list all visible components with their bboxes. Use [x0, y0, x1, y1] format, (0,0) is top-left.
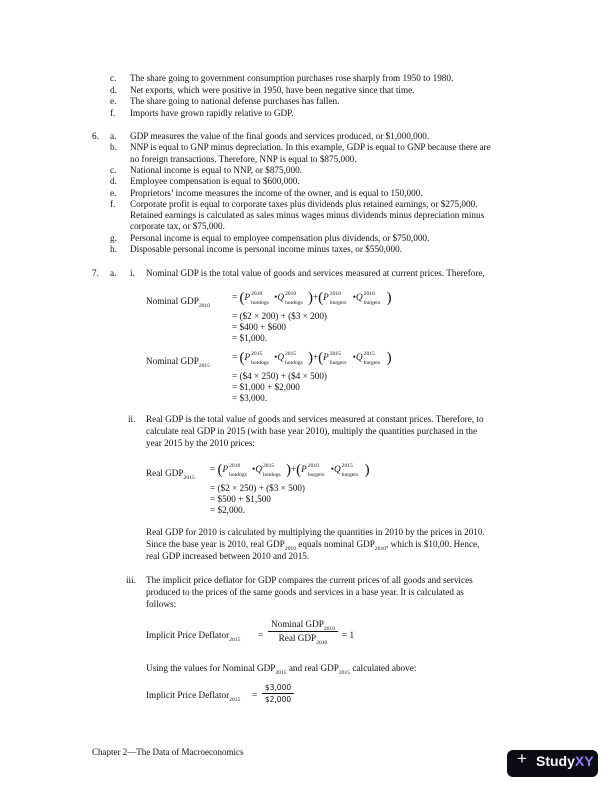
formula-part: Q: [255, 464, 262, 475]
formula-part: =: [232, 292, 238, 303]
equation-step: = $400 + $600: [232, 322, 287, 332]
badge-text: StudyXY: [536, 753, 594, 769]
formula-part: (: [318, 290, 324, 307]
q6-item-text: corporate tax, or $75,000.: [130, 221, 225, 232]
using-values-line: Using the values for Nominal $GDP_{2015}$ and real $GDP_{2015}$ calculated above:: [146, 663, 417, 676]
formula-part: 2010 hotdogs: [284, 291, 303, 306]
equation-step: = $2,000.: [210, 505, 246, 515]
formula-part: •: [352, 292, 356, 303]
q7-i-label: i.: [130, 268, 135, 278]
q5-item-label: e.: [110, 96, 117, 107]
plus-icon: +: [517, 749, 527, 768]
formula-part: P: [323, 292, 329, 303]
formula-part: •: [274, 292, 278, 303]
formula-part: P: [244, 352, 251, 363]
formula-part: 2010 hotdogs: [251, 291, 269, 306]
q6-item-label: h.: [110, 244, 117, 254]
q6-number: 6.: [92, 131, 99, 141]
deflator-eq-tail: = 1: [342, 630, 355, 640]
q6-item-label: b.: [110, 142, 117, 153]
formula-part: Q: [356, 352, 363, 363]
formula-part: 2015 burgers: [341, 463, 359, 478]
formula-part: ): [386, 290, 392, 307]
formula-part: Q: [277, 352, 284, 363]
deflator2-fraction: $3,000 $2,000: [262, 683, 294, 704]
formula-part: •: [252, 464, 256, 475]
formula-part: =: [232, 352, 238, 363]
equation-step: = ($2 × 250) + ($3 × 500): [210, 483, 305, 493]
formula-part: +: [290, 464, 297, 475]
formula-part: 2010 burgers: [307, 463, 325, 478]
q7-ii-para-line1: Real GDP for 2010 is calculated by multiplying the quantities in 2010 by the prices in 2010.: [146, 527, 485, 537]
formula-part: •: [352, 352, 356, 363]
eq1-formula: [232, 291, 392, 305]
formula-part: ): [307, 350, 313, 367]
q5-item-text: Imports have grown rapidly relative to GDP.: [130, 108, 294, 119]
q6-item-label: g.: [110, 232, 117, 243]
formula-part: +: [312, 292, 319, 303]
formula-part: 2015 burgers: [363, 351, 381, 366]
formula-part: 2015 hotdogs: [284, 351, 303, 366]
q7-number: 7.: [92, 268, 99, 278]
formula-part: 2015 burgers: [329, 351, 347, 366]
deflator-lhs: Implicit Price Deflator$_{2015}$: [146, 630, 241, 643]
eq2-formula: [232, 351, 392, 365]
paragraph-line: follows:: [146, 599, 177, 609]
formula-part: 2015 hotdogs: [251, 351, 269, 366]
paragraph-line: Real GDP is the total value of goods and services measured at constant prices. Therefore, to: [146, 414, 484, 424]
deflator2-eq-sign: =: [252, 690, 258, 700]
q6-item-text: Proprietors’ income measures the income of the owner, and is equal to 150,000.: [130, 187, 423, 198]
q7-i-intro: Nominal GDP is the total value of goods and services measured at current prices. Therefore,: [146, 268, 485, 278]
q6-item-text: no foreign transactions. Therefore, NNP is equal to $875,000.: [130, 153, 357, 164]
formula-part: 2010 burgers: [329, 291, 347, 306]
formula-part: (: [296, 462, 302, 479]
paragraph-line: produced to the prices of the same goods and services in a base year. It is calculated as: [146, 587, 464, 597]
q6-item-label: a.: [110, 131, 117, 141]
deflator2-lhs: Implicit Price Deflator$_{2015}$: [146, 690, 241, 703]
q6-item-label: e.: [110, 187, 117, 198]
q6-item-text: Employee compensation is equal to $600,000.: [130, 176, 300, 187]
q5-item-label: d.: [110, 84, 117, 95]
q6-item-text: NNP is equal to GNP minus depreciation. In this example, GDP is equal to GNP because there are: [130, 142, 491, 153]
footer-chapter-title: Chapter 2—The Data of Macroeconomics: [92, 747, 244, 757]
deflator-fraction: Nominal $GDP_{2010}$ Real $GDP_{2010}$: [268, 619, 338, 643]
deflator-eq-sign: =: [258, 630, 264, 640]
formula-part: Q: [334, 464, 341, 475]
q7-iii-label: iii.: [126, 575, 136, 585]
real-gdp-lhs: Real $GDP_{2015}$: [146, 468, 195, 481]
q7-ii-label: ii.: [128, 414, 136, 424]
formula-part: 2010 burgers: [363, 291, 381, 306]
q5-item-label: f.: [110, 108, 116, 119]
formula-part: (: [217, 462, 223, 479]
q6-item-text: Disposable personal income is personal income minus taxes, or $550,000.: [130, 244, 403, 254]
equation-step: = $3,000.: [232, 393, 268, 403]
q5-item-text: The share going to government consumption purchases rose sharply from 1950 to 1980.: [130, 73, 454, 83]
studyxy-badge[interactable]: [507, 750, 598, 777]
q6-item-text: National income is equal to NNP, or $875,000.: [130, 164, 302, 175]
q6-item-text: Retained earnings is calculated as sales minus wages minus dividends minus depreciation minus: [130, 210, 485, 221]
q6-item-label: f.: [110, 198, 116, 209]
formula-part: ): [307, 290, 313, 307]
equation-step: = $1,000 + $2,000: [232, 382, 300, 392]
q7-ii-para-line2: Since the base year is 2010, real $GDP_{2010}$ equals nominal $GDP_{2010}$, which is $10,00. Hence,: [146, 539, 480, 552]
formula-part: ): [364, 462, 370, 479]
q6-item-text: Corporate profit is equal to corporate taxes plus dividends plus retained earnings, or $275,000.: [130, 198, 478, 209]
formula-part: (: [239, 290, 245, 307]
equation-step: = ($4 × 250) + ($4 × 500): [232, 371, 327, 381]
eq2-lhs: Nominal $GDP_{2015}$: [146, 356, 211, 369]
q6-item-text: GDP measures the value of the final goods and services produced, or $1,000,000.: [130, 131, 430, 141]
formula-part: (: [318, 350, 324, 367]
equation-step: = $1,000.: [232, 333, 268, 343]
paragraph-line: year 2015 by the 2010 prices:: [146, 438, 255, 448]
formula-part: 2015 hotdogs: [262, 463, 281, 478]
formula-part: P: [323, 352, 329, 363]
formula-part: ): [285, 462, 291, 479]
formula-part: P: [222, 464, 229, 475]
equation-step: = ($2 × 200) + ($3 × 200): [232, 311, 327, 321]
formula-part: ): [386, 350, 392, 367]
q5-item-label: c.: [110, 73, 117, 83]
eq1-lhs: Nominal $GDP_{2010}$: [146, 296, 211, 309]
formula-part: +: [312, 352, 319, 363]
equation-step: = $500 + $1,500: [210, 494, 271, 504]
formula-part: P: [301, 464, 307, 475]
q5-item-text: Net exports, which were positive in 1950, have been negative since that time.: [130, 84, 415, 95]
formula-part: Q: [277, 292, 284, 303]
q7-ii-para-line3: real GDP increased between 2010 and 2015.: [146, 551, 310, 561]
formula-part: (: [239, 350, 245, 367]
q6-item-label: c.: [110, 164, 117, 175]
q6-item-label: d.: [110, 176, 117, 187]
q6-item-text: Personal income is equal to employee compensation plus dividends, or $750,000.: [130, 232, 430, 243]
paragraph-line: The implicit price deflator for GDP compares the current prices of all goods and services: [146, 575, 473, 585]
formula-part: •: [330, 464, 334, 475]
q5-item-text: The share going to national defense purchases has fallen.: [130, 96, 340, 107]
paragraph-line: calculate real GDP in 2015 (with base year 2010), multiply the quantities purchased in the: [146, 426, 478, 436]
formula-part: P: [244, 292, 251, 303]
real-gdp-formula: [210, 463, 370, 477]
formula-part: •: [274, 352, 278, 363]
q7-part-a: a.: [110, 268, 117, 278]
formula-part: =: [210, 464, 216, 475]
formula-part: 2010 hotdogs: [229, 463, 247, 478]
formula-part: Q: [356, 292, 363, 303]
